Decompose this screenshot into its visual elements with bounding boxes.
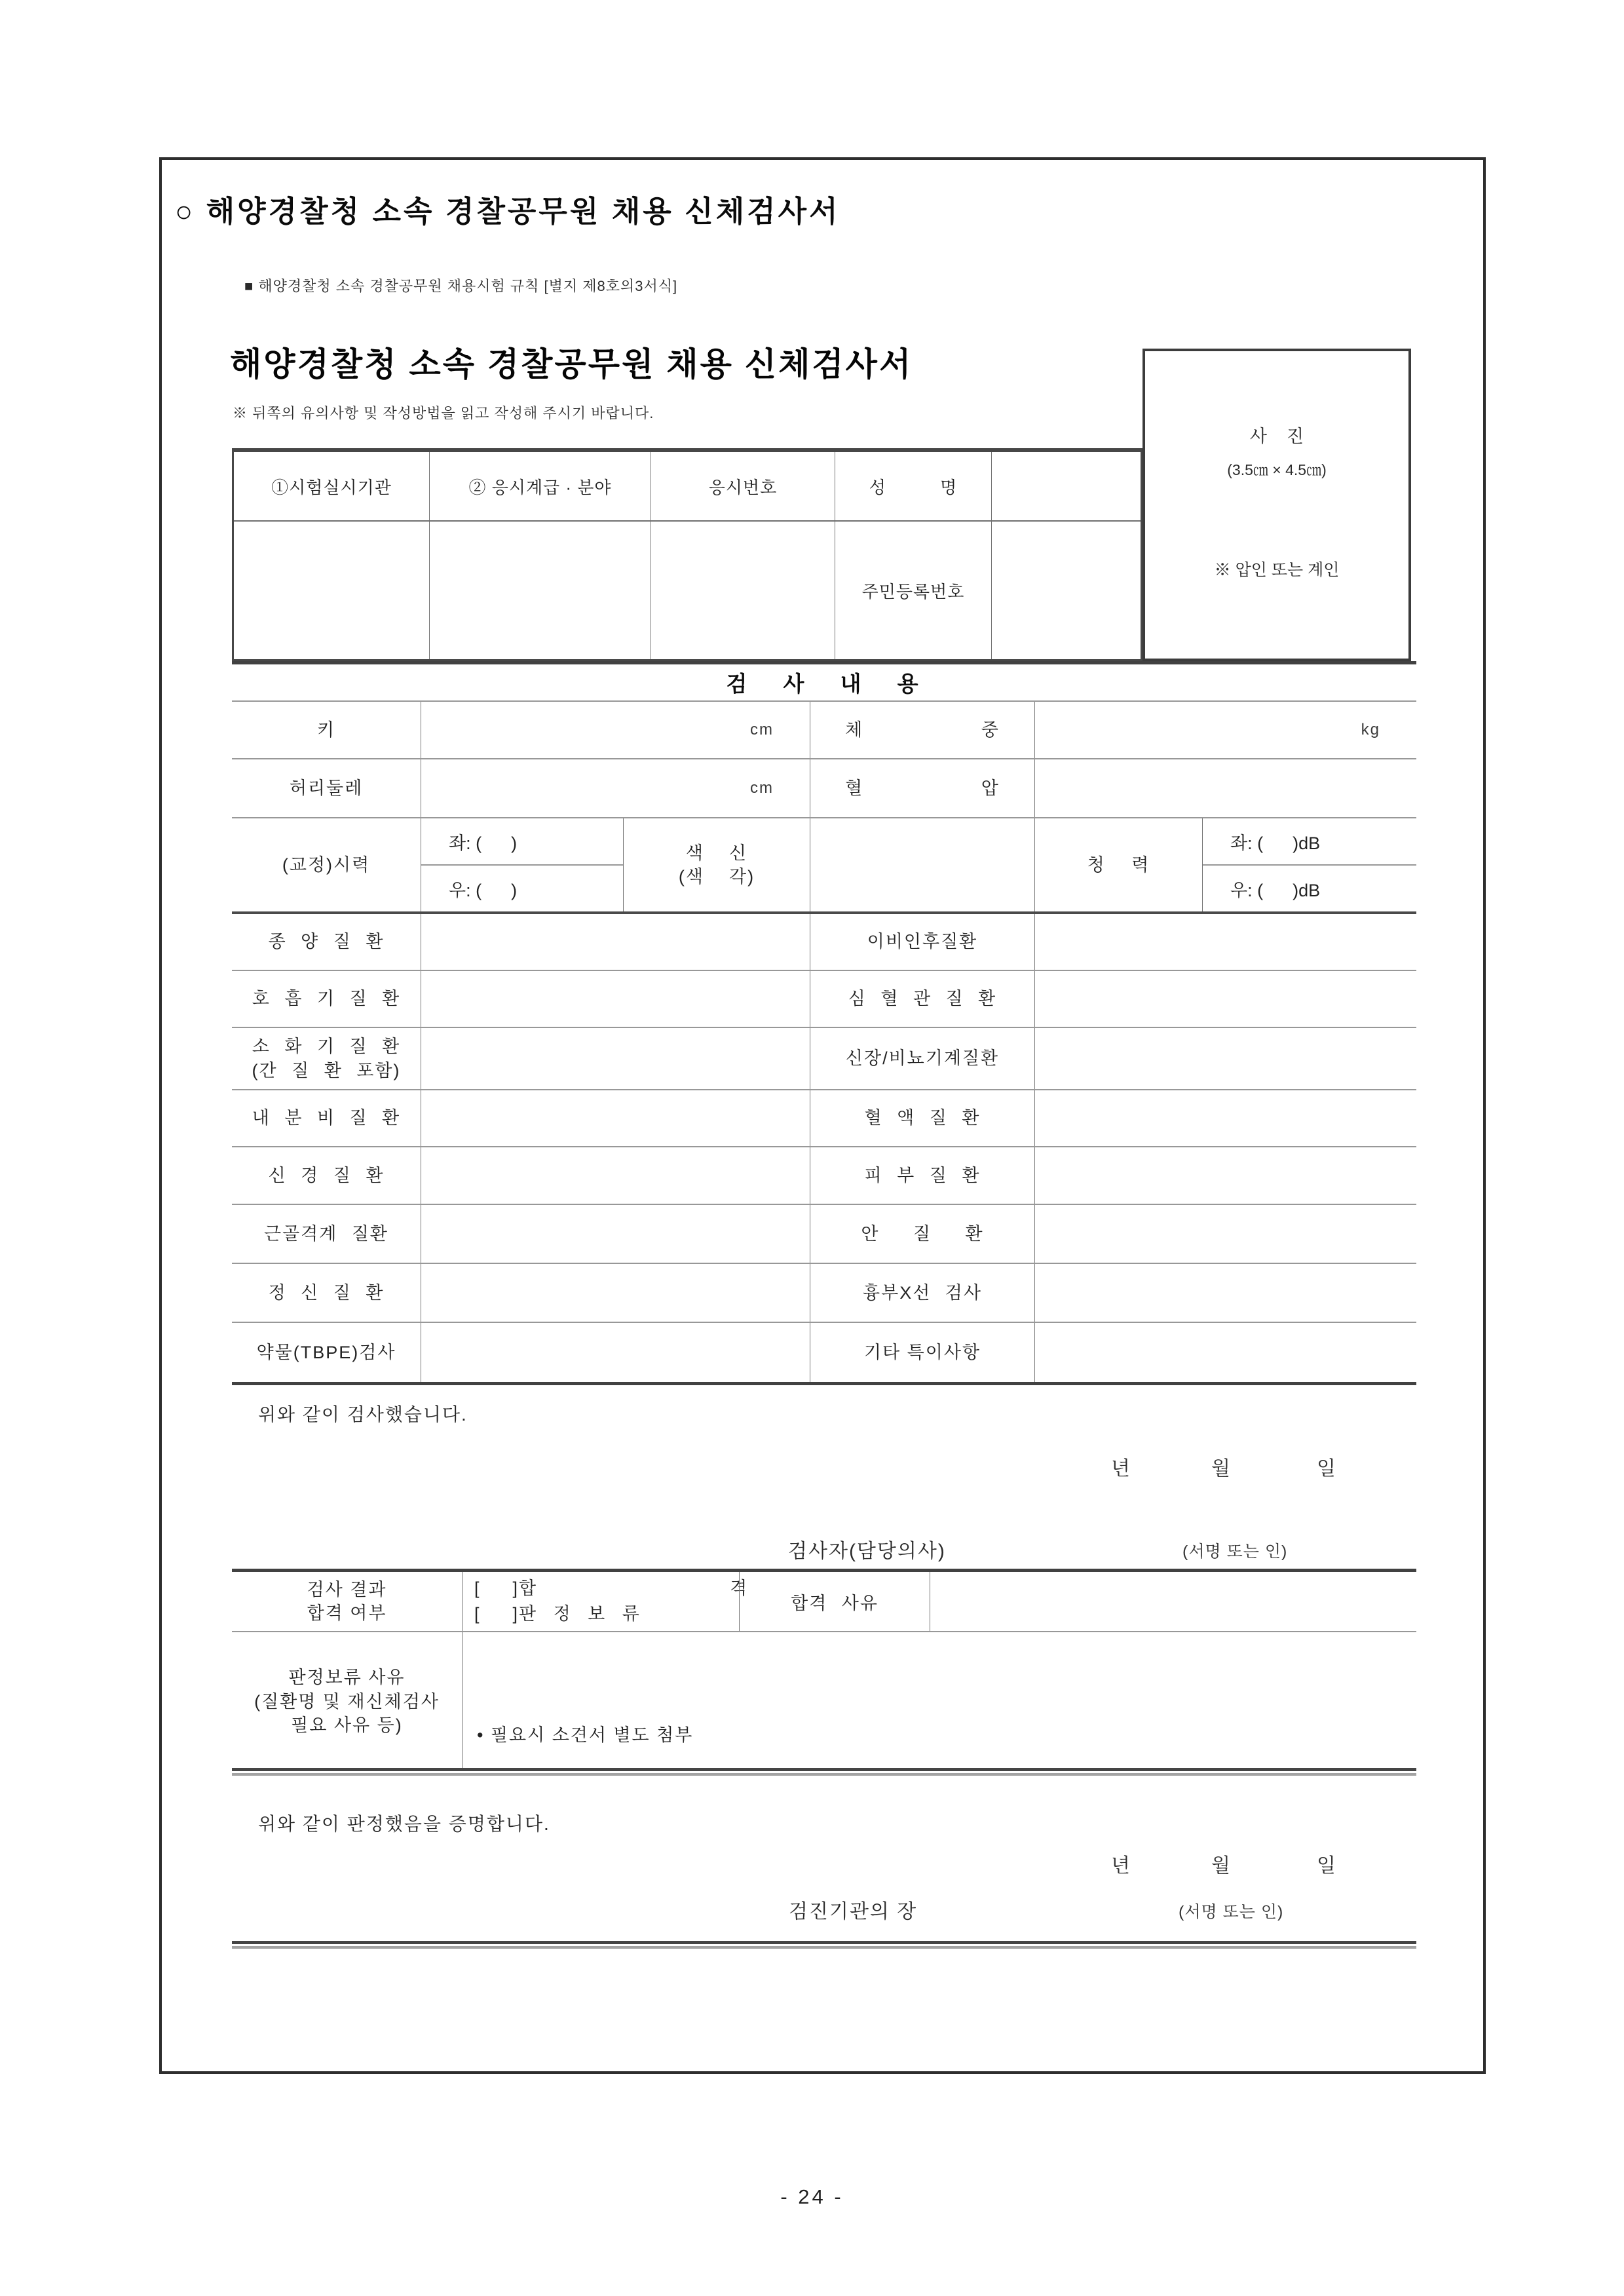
- kidney-urinary-value-cell: [1034, 1028, 1416, 1089]
- pass-option: [ ]합 격: [474, 1578, 749, 1598]
- form-instruction-note: ※ 뒤쪽의 유의사항 및 작성방법을 읽고 작성해 주시기 바랍니다.: [233, 405, 654, 421]
- respiratory-label: 호 흡 기 질 환: [252, 989, 401, 1009]
- musculoskeletal-value-cell: [421, 1205, 810, 1263]
- other-notes-label: 기타 특이사항: [810, 1323, 1034, 1382]
- result-table: [232, 1569, 1416, 1771]
- result-table-bottom-rule: [232, 1768, 1416, 1776]
- eye-disease-value-cell: [1034, 1205, 1416, 1263]
- section-title: ○ 해양경찰청 소속 경찰공무원 채용 신체검사서: [175, 195, 840, 228]
- other-notes-value-cell: [1034, 1323, 1416, 1382]
- tumor-label: 종 양 질 환: [268, 932, 385, 952]
- disease-row: [232, 914, 1416, 971]
- disease-row: [232, 1147, 1416, 1205]
- photo-label: 사 진: [1249, 427, 1304, 446]
- cert-date-day: 일: [1317, 1855, 1336, 1877]
- chest-xray-value-cell: [1034, 1264, 1416, 1322]
- weight-value-cell: kg: [1034, 702, 1416, 758]
- blood-disease-label: 혈 액 질 환: [810, 1090, 1034, 1146]
- vision-right-value: 우: ( ): [421, 864, 623, 911]
- drug-test-value-cell: [421, 1323, 810, 1382]
- exam-date-month: 월: [1211, 1458, 1230, 1480]
- kidney-urinary-label: 신장/비뇨기계질환: [810, 1028, 1034, 1089]
- vision-label: (교정)시력: [282, 854, 371, 875]
- exam-agency-value-cell: [234, 522, 429, 659]
- hold-reason-label-line1: 판정보류 사유: [288, 1668, 406, 1688]
- eye-disease-label: 안 질 환: [810, 1205, 1034, 1263]
- hold-option: [ ]판 정 보 류: [474, 1604, 641, 1624]
- applicant-header-row: [234, 452, 1141, 522]
- header-exam-agency: ①시험실시기관: [271, 477, 392, 497]
- result-label-line1: 검사 결과: [307, 1579, 387, 1599]
- blood-pressure-label: 혈 압: [810, 759, 1034, 817]
- hearing-left-value: 좌: ( )dB: [1230, 833, 1321, 853]
- blood-pressure-value-cell: [1034, 759, 1416, 817]
- digestive-label-line1: 소 화 기 질 환: [252, 1037, 401, 1057]
- drug-test-label: 약물(TBPE)검사: [256, 1342, 396, 1362]
- applicant-body-row: [234, 522, 1141, 659]
- color-vision-label-line2: (색 각): [678, 867, 755, 887]
- disease-row: [232, 1205, 1416, 1264]
- disease-row: [232, 971, 1416, 1028]
- skin-value-cell: [1034, 1147, 1416, 1204]
- mental-value-cell: [421, 1264, 810, 1322]
- hearing-label: 청 력: [1034, 818, 1202, 911]
- header-name: 성 명: [835, 452, 991, 520]
- disease-row: [232, 1323, 1416, 1382]
- waist-bp-row: [232, 759, 1416, 818]
- digestive-label-line2: (간 질 환 포함): [252, 1060, 401, 1081]
- cardiovascular-value-cell: [1034, 971, 1416, 1027]
- height-label: 키: [316, 719, 336, 740]
- cardiovascular-label: 심 혈 관 질 환: [810, 971, 1034, 1027]
- certification-statement: 위와 같이 판정했음을 증명합니다.: [258, 1814, 550, 1834]
- blood-disease-value-cell: [1034, 1090, 1416, 1146]
- hold-reason-label-line2: (질환명 및 재신체검사: [254, 1691, 440, 1712]
- exam-table-title: 검 사 내 용: [232, 664, 1416, 702]
- rank-field-value-cell: [429, 522, 651, 659]
- document-bottom-rule: [232, 1941, 1416, 1949]
- disease-row: [232, 1090, 1416, 1147]
- pass-reason-label: 합격 사유: [739, 1572, 930, 1631]
- examiner-sign-note: (서명 또는 인): [1182, 1542, 1288, 1561]
- chest-xray-label: 흉부X선 검사: [810, 1264, 1034, 1322]
- color-vision-value-cell: [810, 818, 1034, 911]
- disease-row: [232, 1264, 1416, 1323]
- nervous-label: 신 경 질 환: [268, 1165, 385, 1185]
- photo-box: [1142, 349, 1411, 661]
- hold-reason-note: • 필요시 소견서 별도 첨부: [477, 1725, 694, 1745]
- exam-number-value-cell: [651, 522, 835, 659]
- height-weight-row: [232, 702, 1416, 759]
- result-row: [232, 1572, 1416, 1632]
- color-vision-label-line1: 색 신: [685, 843, 748, 863]
- cert-date-year: 년: [1111, 1855, 1130, 1877]
- header-name-value-cell: [991, 452, 1141, 520]
- header-exam-number: 응시번호: [651, 452, 835, 520]
- endocrine-value-cell: [421, 1090, 810, 1146]
- ent-label: 이비인후질환: [810, 914, 1034, 970]
- exam-date-day: 일: [1317, 1458, 1336, 1480]
- examined-statement: 위와 같이 검사했습니다.: [258, 1404, 468, 1425]
- hold-reason-label-line3: 필요 사유 등): [291, 1715, 403, 1736]
- examiner-signer-label: 검사자(담당의사): [788, 1540, 946, 1562]
- vision-left-value: 좌: ( ): [449, 833, 518, 853]
- color-vision-label: [623, 818, 810, 911]
- photo-stamp-note: ※ 압인 또는 계인: [1214, 561, 1340, 579]
- height-value-cell: cm: [421, 702, 810, 758]
- pass-reason-value-cell: [930, 1572, 1416, 1631]
- form-title: 해양경찰청 소속 경찰공무원 채용 신체검사서: [230, 346, 913, 383]
- resident-number-value-cell: [991, 522, 1141, 659]
- cert-signer-label: 검진기관의 장: [789, 1901, 918, 1923]
- header-rank-field: ② 응시계급 · 분야: [429, 452, 651, 520]
- rule-reference-note: ■ 해양경찰청 소속 경찰공무원 채용시험 규칙 [별지 제8호의3서식]: [244, 278, 678, 294]
- nervous-value-cell: [421, 1147, 810, 1204]
- skin-label: 피 부 질 환: [810, 1147, 1034, 1204]
- waist-label: 허리둘레: [289, 778, 364, 798]
- result-options: [462, 1572, 749, 1631]
- ent-value-cell: [1034, 914, 1416, 970]
- vision-values: [421, 818, 623, 911]
- result-pass-label: [232, 1572, 462, 1631]
- vision-hearing-row: [232, 818, 1416, 914]
- cert-sign-note: (서명 또는 인): [1179, 1903, 1284, 1921]
- photo-size-label: (3.5㎝ × 4.5㎝): [1227, 461, 1327, 478]
- waist-value-cell: cm: [421, 759, 810, 817]
- respiratory-value-cell: [421, 971, 810, 1027]
- musculoskeletal-label: 근골격계 질환: [264, 1223, 388, 1244]
- hold-reason-value-cell: [462, 1632, 1416, 1771]
- hearing-values: [1202, 818, 1416, 911]
- weight-label: 체 중: [810, 702, 1034, 758]
- page-number: - 24 -: [780, 2185, 844, 2208]
- digestive-value-cell: [421, 1028, 810, 1089]
- hearing-right-value: 우: ( )dB: [1203, 864, 1416, 911]
- tumor-value-cell: [421, 914, 810, 970]
- resident-number-label: 주민등록번호: [835, 522, 991, 659]
- exam-date-year: 년: [1111, 1458, 1130, 1480]
- applicant-table: [232, 448, 1142, 661]
- hold-reason-label: [232, 1632, 462, 1771]
- hold-reason-row: [232, 1632, 1416, 1771]
- digestive-label: [232, 1028, 421, 1089]
- mental-label: 정 신 질 환: [268, 1282, 385, 1303]
- cert-date-month: 월: [1211, 1855, 1230, 1877]
- result-label-line2: 합격 여부: [307, 1603, 387, 1623]
- exam-content-table: [232, 661, 1416, 1385]
- disease-row: [232, 1028, 1416, 1090]
- page-border-box: [159, 157, 1486, 2074]
- endocrine-label: 내 분 비 질 환: [252, 1108, 401, 1128]
